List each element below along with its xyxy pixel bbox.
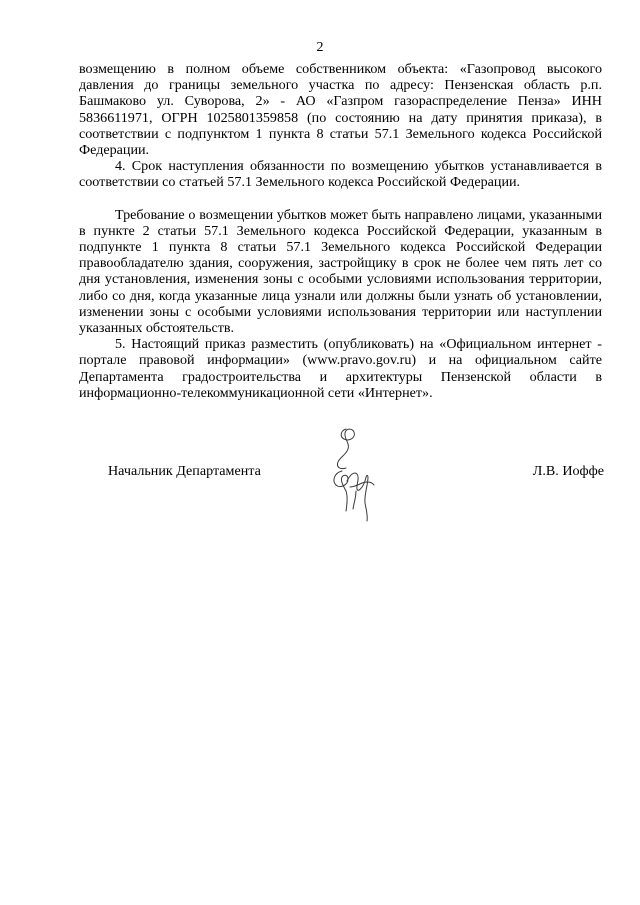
paragraph-item-4: 4. Срок наступления обязанности по возмещению убытков устанавливается в соответствии со статьей 57.1 Земельного кодекса Российской Федерации. xyxy=(79,158,602,191)
page-number: 2 xyxy=(316,40,324,55)
paragraph-compensation-owner: возмещению в полном объеме собственником объекта: «Газопровод высокого давления до границы земельного участка по адресу: Пензенская область р.п. Башмаково ул. Суворова, 2» - АО «Газпром газораспределение Пенза» ИНН 5836611971, ОГРН 1025801359858 (по состоянию на дату принятия приказа), в соответствии с подпунктом 1 пункта 8 статьи 57.1 Земельного кодекса Российской Федерации. xyxy=(79,61,602,159)
signer-name: Л.В. Иоффе xyxy=(532,463,604,479)
handwritten-signature-icon xyxy=(320,425,384,525)
paragraph-item-5: 5. Настоящий приказ разместить (опубликовать) на «Официальном интернет - портале правовой информации» (www.pravo.gov.ru) и на официальном сайте Департамента градостроительства и архитектуры Пензенской области в информационно-телекоммуникационной сети «Интернет». xyxy=(79,336,602,401)
paragraph-compensation-claim: Требование о возмещении убытков может быть направлено лицами, указанными в пункте 2 статьи 57.1 Земельного кодекса Российской Федерации, указанным в подпункте 1 пункта 8 статьи 57.1 Земельного кодекса Российской Федерации правообладателю здания, сооружения, застройщику в срок не более чем пять лет со дня установления, изменения зоны с особыми условиями использования территории, либо со дня, когда указанные лица узнали или должны были узнать об установлении, изменении зоны с особыми условиями использования территории или наступлении указанных обстоятельств. xyxy=(79,206,602,337)
document-body xyxy=(79,61,602,401)
signer-title: Начальник Департамента xyxy=(108,463,261,479)
